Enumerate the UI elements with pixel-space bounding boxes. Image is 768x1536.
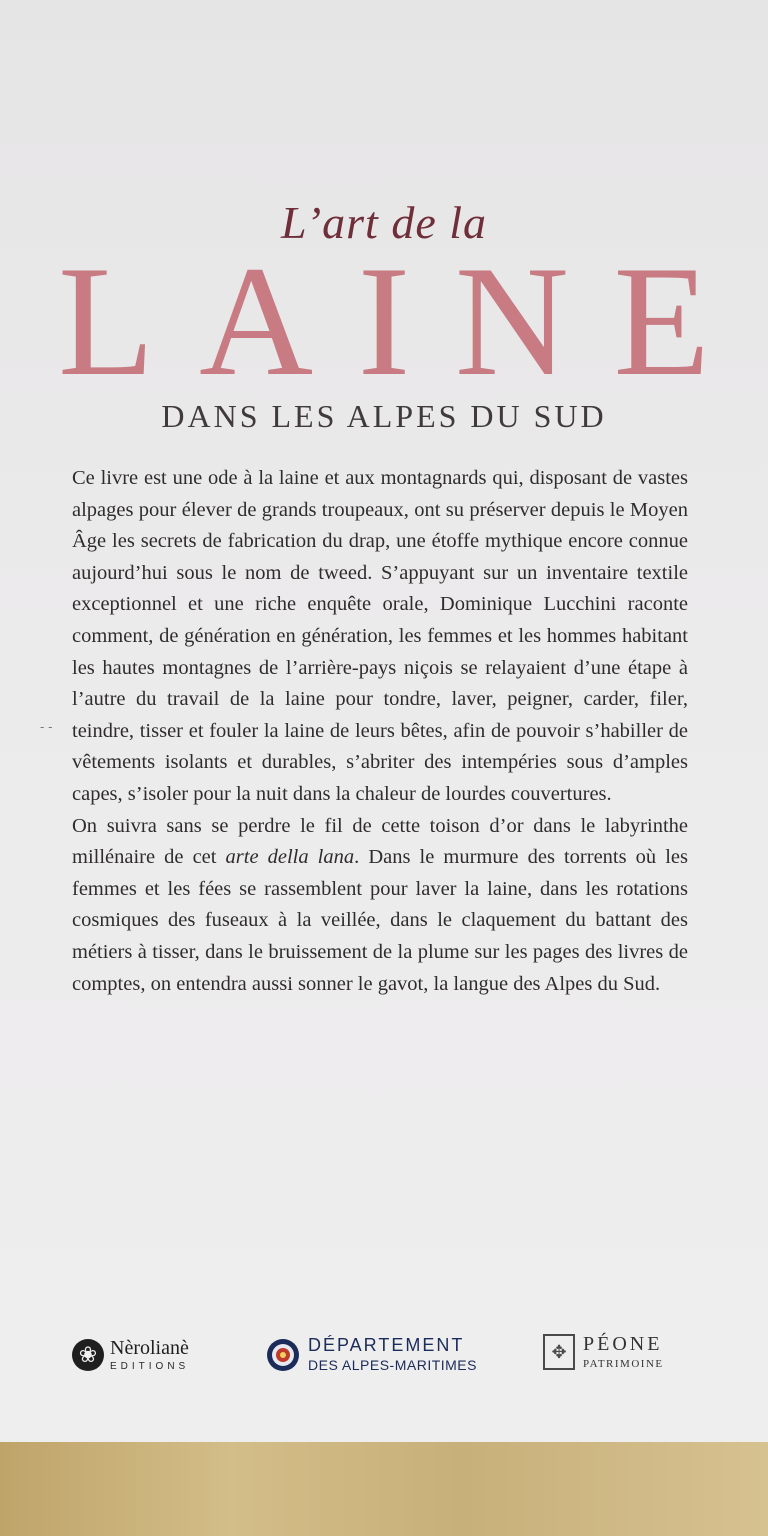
margin-mark: - -	[40, 720, 53, 734]
title-letter: E	[613, 234, 710, 409]
peone-sub: PATRIMOINE	[583, 1358, 664, 1370]
departement-name: DÉPARTEMENT	[308, 1335, 465, 1355]
title-letter: L	[58, 234, 155, 409]
departement-logo	[266, 1336, 477, 1373]
main-title	[58, 234, 710, 409]
blurb	[72, 463, 688, 1000]
blurb-paragraph-2-end: . Dans le murmure des torrents où les femmes et les fées se rassemblent pour laver la laine, dans les rotations cosmiques des fuseaux à la veillée, dans le claquement du battant des métiers à tisser, dans le bruissement de la plume sur les pages des livres de comptes, on entendra aussi sonner le gavot, la langue des Alpes du Sud.	[72, 846, 689, 995]
neroliane-name: Nèrolianè	[110, 1337, 189, 1359]
title-letter: N	[454, 234, 569, 409]
publisher-logos	[0, 1330, 768, 1390]
crest-icon	[266, 1338, 300, 1372]
title-kicker: L’art de la	[280, 197, 488, 248]
blurb-paragraph-2-start: On suivra sans se perdre le fil de cette toison d’or dans le labyrinthe millénaire de cet	[72, 814, 688, 869]
flower-icon: ❀	[72, 1339, 104, 1371]
title-letter: A	[199, 234, 314, 409]
title-letter: I	[357, 234, 411, 409]
blurb-italic-phrase: arte della lana	[225, 846, 355, 869]
blurb-paragraph-2	[72, 811, 688, 1001]
departement-sub: DES ALPES-MARITIMES	[308, 1357, 477, 1373]
subtitle: DANS LES ALPES DU SUD	[161, 398, 607, 434]
peone-logo	[543, 1334, 664, 1370]
peone-name: PÉONE	[583, 1333, 663, 1355]
table-surface	[0, 1442, 768, 1536]
blurb-paragraph-1: Ce livre est une ode à la laine et aux montagnards qui, disposant de vastes alpages pour élever de grands troupeaux, ont su préserver depuis le Moyen Âge les secrets de fabrication du drap, une étoffe mythique encore connue aujourd’hui sous le nom de tweed. S’appuyant sur un inventaire textile exceptionnel et une riche enquête orale, Dominique Lucchini raconte comment, de génération en génération, les femmes et les hommes habitant les hautes montagnes de l’arrière-pays niçois se relayaient d’une étape à l’autre du travail de la laine pour tondre, laver, peigner, carder, filer, teindre, tisser et fouler la laine de leurs bêtes, afin de pouvoir s’habiller de vêtements isolants et durables, s’abriter des intempéries sous d’amples capes, s’isoler pour la nuit dans la chaleur de lourdes couvertures.	[72, 467, 688, 805]
emblem-icon: ✥	[543, 1334, 575, 1370]
neroliane-sub: EDITIONS	[110, 1361, 190, 1372]
neroliane-logo	[72, 1338, 189, 1372]
